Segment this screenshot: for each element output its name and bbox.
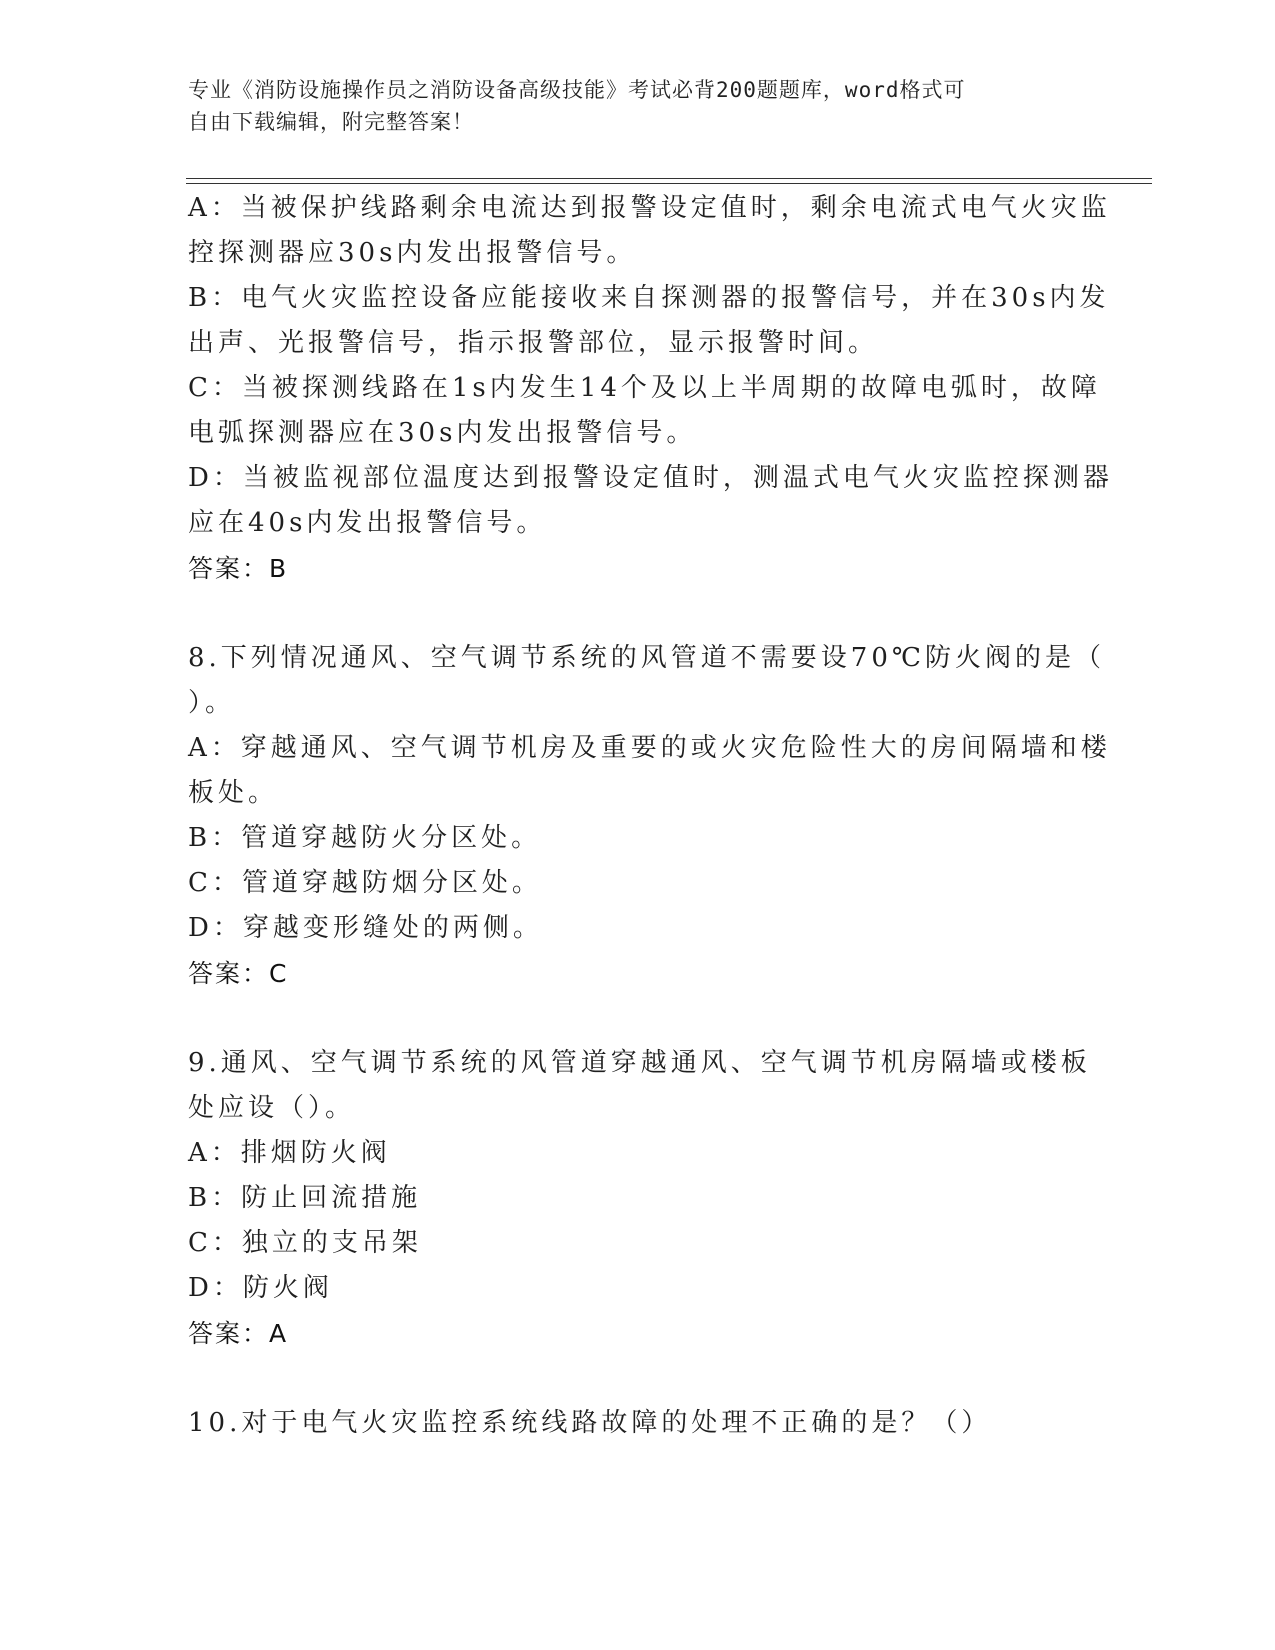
q8-stem-line-2: ）。 [188, 688, 236, 718]
spacer [188, 1356, 1088, 1401]
header-line-1: 专业《消防设施操作员之消防设备高级技能》考试必背200题题库，word格式可 [188, 78, 966, 102]
question-8 [188, 636, 1111, 996]
q8-option-b: B：管道穿越防火分区处。 [188, 823, 542, 853]
q9-option-c: C：独立的支吊架 [188, 1228, 422, 1258]
q7-option-a-line-1: A：当被保护线路剩余电流达到报警设定值时，剩余电流式电气火灾监 [188, 193, 1111, 223]
q9-stem-line-1: 9.通风、空气调节系统的风管道穿越通风、空气调节机房隔墙或楼板 [188, 1048, 1091, 1078]
q7-option-c-line-2: 电弧探测器应在30s内发出报警信号。 [188, 418, 697, 448]
q7-option-d-line-2: 应在40s内发出报警信号。 [188, 508, 547, 538]
q9-option-b: B：防止回流措施 [188, 1183, 422, 1213]
q8-option-d: D：穿越变形缝处的两侧。 [188, 913, 543, 943]
document-header [188, 74, 1068, 138]
q9-stem-line-2: 处应设（）。 [188, 1093, 356, 1123]
question-10 [188, 1401, 1088, 1446]
q8-stem-line-1: 8.下列情况通风、空气调节系统的风管道不需要设70℃防火阀的是（ [188, 643, 1105, 673]
header-rule-bottom [186, 183, 1152, 184]
q8-option-a-line-1: A：穿越通风、空气调节机房及重要的或火灾危险性大的房间隔墙和楼 [188, 733, 1111, 763]
spacer [188, 996, 1088, 1041]
q8-option-c: C：管道穿越防烟分区处。 [188, 868, 542, 898]
q8-option-a-line-2: 板处。 [188, 778, 279, 808]
q7-option-b-line-1: B：电气火灾监控设备应能接收来自探测器的报警信号，并在30s内发 [188, 283, 1110, 313]
q7-answer: 答案：B [188, 554, 289, 583]
question-9 [188, 1041, 1091, 1356]
q10-stem-line-1: 10.对于电气火灾监控系统线路故障的处理不正确的是？（） [188, 1408, 992, 1438]
q9-option-d: D：防火阀 [188, 1273, 333, 1303]
q7-option-c-line-1: C：当被探测线路在1s内发生14个及以上半周期的故障电弧时，故障 [188, 373, 1101, 403]
header-rule-top [186, 178, 1152, 179]
q9-answer: 答案：A [188, 1319, 289, 1348]
header-line-2: 自由下载编辑，附完整答案！ [188, 110, 474, 134]
q8-answer: 答案：C [188, 959, 289, 988]
q9-option-a: A：排烟防火阀 [188, 1138, 391, 1168]
question-7-options [188, 186, 1113, 591]
q7-option-a-line-2: 控探测器应30s内发出报警信号。 [188, 238, 637, 268]
document-body [188, 186, 1113, 1446]
q7-option-b-line-2: 出声、光报警信号，指示报警部位，显示报警时间。 [188, 328, 879, 358]
spacer [188, 591, 1088, 636]
q7-option-d-line-1: D：当被监视部位温度达到报警设定值时，测温式电气火灾监控探测器 [188, 463, 1113, 493]
